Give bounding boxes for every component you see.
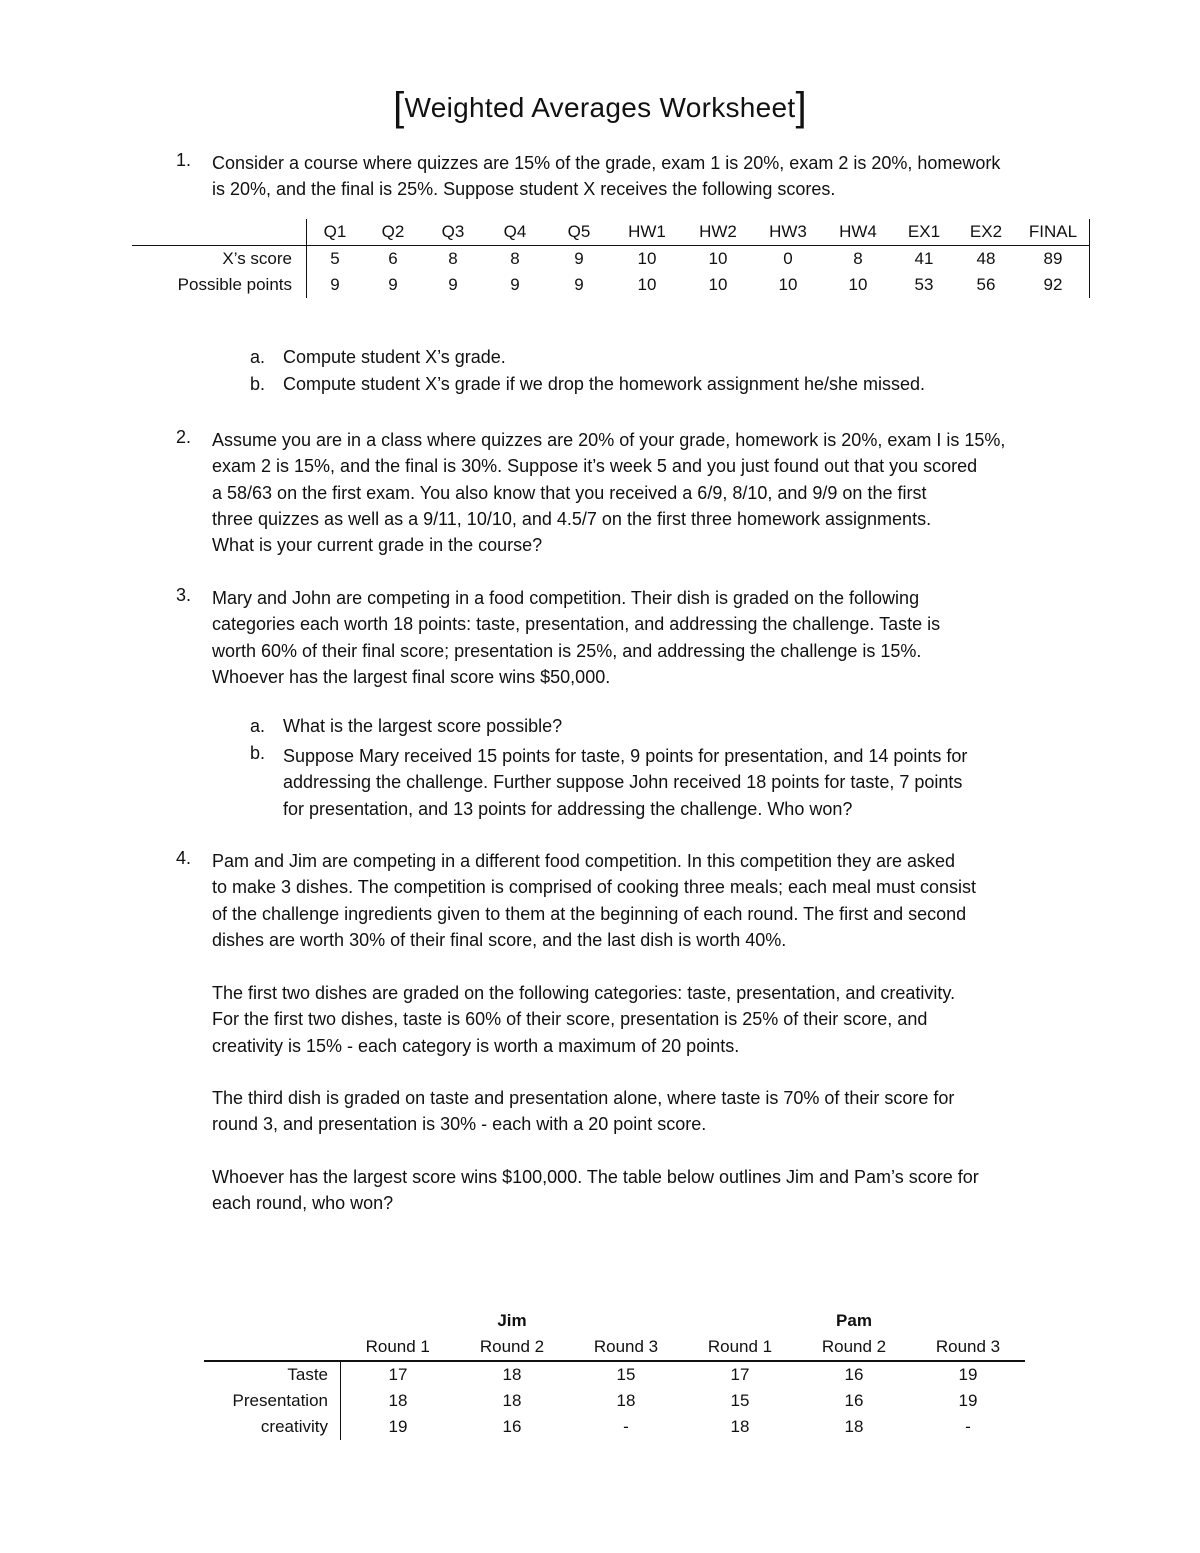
cell: 9 — [448, 275, 458, 294]
scores-table — [132, 219, 1090, 298]
q1a-text: Compute student X’s grade. — [283, 347, 506, 367]
cell: 6 — [388, 249, 398, 268]
cell: 8 — [448, 249, 458, 268]
cell: 16 — [844, 1365, 864, 1384]
cell: 0 — [783, 249, 793, 268]
cell: 10 — [637, 275, 657, 294]
q4-line: Whoever has the largest score wins $100,000. The table below outlines Jim and Pam’s score for — [212, 1167, 979, 1187]
round-header: Round 1 — [341, 1334, 456, 1361]
header-blank — [132, 219, 307, 246]
col-header: FINAL — [1017, 219, 1090, 246]
cell: - — [965, 1417, 971, 1436]
header-blank — [204, 1308, 341, 1334]
q4-line: Pam and Jim are competing in a different food competition. In this competition they are asked — [212, 851, 956, 871]
cell: 15 — [616, 1365, 636, 1384]
cell: 16 — [502, 1417, 522, 1436]
q4-line: each round, who won? — [212, 1193, 394, 1214]
cell: 17 — [341, 1361, 456, 1388]
col-header: HW1 — [611, 219, 683, 246]
cell: 18 — [844, 1417, 864, 1436]
cell: 89 — [1017, 246, 1090, 273]
competition-table — [204, 1308, 1025, 1440]
q2-text — [212, 427, 1005, 558]
col-header: EX1 — [893, 219, 955, 246]
q1a-label: a. — [250, 347, 266, 367]
group-header-row — [204, 1308, 1025, 1334]
q1b-text: Compute student X’s grade if we drop the homework assignment he/she missed. — [283, 374, 926, 394]
q4-line: of the challenge ingredients given to them at the beginning of each round. The first and second — [212, 903, 967, 924]
header-blank — [341, 1308, 456, 1334]
cell: 10 — [637, 249, 657, 268]
table-row — [204, 1361, 1025, 1388]
cell: 17 — [730, 1365, 750, 1384]
cell: 18 — [502, 1391, 522, 1410]
cell: 10 — [708, 249, 728, 268]
row-label: X’s score — [222, 249, 292, 268]
table-row — [204, 1414, 1025, 1440]
cell: 10 — [708, 275, 728, 294]
q2-line: exam 2 is 15%, and the final is 30%. Suppose it’s week 5 and you just found out that you scored — [212, 456, 978, 477]
q2-line: a 58/63 on the first exam. You also know that you received a 6/9, 8/10, and 9/9 on the first — [212, 482, 927, 503]
q3-line: worth 60% of their final score; presentation is 25%, and addressing the challenge is 15%. — [212, 640, 922, 661]
q4-line: dishes are worth 30% of their final score, and the last dish is worth 40%. — [212, 929, 787, 950]
cell: 18 — [502, 1365, 522, 1384]
cell: 9 — [574, 275, 584, 294]
group-header-pam: Pam — [836, 1311, 872, 1330]
col-header: HW4 — [823, 219, 893, 246]
col-header: Q4 — [483, 219, 547, 246]
q4-paragraph-1 — [212, 848, 976, 953]
q1b-label: b. — [250, 374, 266, 394]
q3b-text — [283, 743, 967, 822]
cell: 19 — [958, 1391, 978, 1410]
q4-line: The first two dishes are graded on the following categories: taste, presentation, and creativity. — [212, 983, 956, 1003]
cell: 18 — [341, 1388, 456, 1414]
cell: 10 — [848, 275, 868, 294]
col-header: HW2 — [683, 219, 753, 246]
col-header: HW3 — [753, 219, 823, 246]
q4-line: to make 3 dishes. The competition is comprised of cooking three meals; each meal must consist — [212, 877, 977, 898]
cell: 92 — [1017, 272, 1090, 298]
q4-line: For the first two dishes, taste is 60% of their score, presentation is 25% of their score, and — [212, 1009, 928, 1030]
cell: 18 — [730, 1417, 750, 1436]
cell: 56 — [976, 275, 996, 294]
q3b-line: Suppose Mary received 15 points for taste, 9 points for presentation, and 14 points for — [283, 746, 968, 766]
cell: 53 — [914, 275, 934, 294]
col-header: EX2 — [955, 219, 1017, 246]
cell: 8 — [510, 249, 520, 268]
cell: - — [623, 1417, 629, 1436]
cell: 18 — [616, 1391, 636, 1410]
cell: 9 — [307, 272, 364, 298]
col-header: Q2 — [363, 219, 423, 246]
q3-line: Mary and John are competing in a food competition. Their dish is graded on the following — [212, 588, 920, 608]
q3b-line: for presentation, and 13 points for addressing the challenge. Who won? — [283, 798, 853, 819]
q3a-text: What is the largest score possible? — [283, 716, 563, 736]
q4-paragraph-2 — [212, 980, 955, 1059]
cell: 16 — [844, 1391, 864, 1410]
header-blank — [204, 1334, 341, 1361]
q4-line: creativity is 15% - each category is worth a maximum of 20 points. — [212, 1035, 740, 1056]
round-header-row — [204, 1334, 1025, 1361]
q4-paragraph-3 — [212, 1085, 954, 1138]
col-header: Q5 — [547, 219, 611, 246]
round-header: Round 2 — [797, 1334, 911, 1361]
header-blank — [569, 1308, 683, 1334]
table-row — [204, 1388, 1025, 1414]
round-header: Round 3 — [911, 1334, 1025, 1361]
cell: 48 — [976, 249, 996, 268]
table-row — [132, 272, 1090, 298]
q4-line: The third dish is graded on taste and presentation alone, where taste is 70% of their score for — [212, 1088, 955, 1108]
col-header: Q1 — [307, 219, 364, 246]
q2-line: three quizzes as well as a 9/11, 10/10, and 4.5/7 on the first three homework assignments. — [212, 508, 932, 529]
q3-text — [212, 585, 940, 690]
round-header: Round 3 — [569, 1334, 683, 1361]
q4-number: 4. — [176, 848, 192, 868]
q1-line: is 20%, and the final is 25%. Suppose student X receives the following scores. — [212, 179, 836, 200]
page-title: [Weighted Averages Worksheet] — [393, 85, 807, 129]
cell: 8 — [853, 249, 863, 268]
q2-number: 2. — [176, 427, 192, 447]
round-header: Round 1 — [683, 1334, 797, 1361]
q3-line: categories each worth 18 points: taste, presentation, and addressing the challenge. Taste is — [212, 614, 941, 635]
cell: 15 — [730, 1391, 750, 1410]
cell: 5 — [307, 246, 364, 273]
scores-header-row — [132, 219, 1090, 246]
q3-line: Whoever has the largest final score wins $50,000. — [212, 666, 611, 687]
q1-text — [212, 150, 1000, 203]
cell: 9 — [574, 249, 584, 268]
cell: 10 — [778, 275, 798, 294]
q4-line: round 3, and presentation is 30% - each with a 20 point score. — [212, 1114, 707, 1135]
cell: 19 — [958, 1365, 978, 1384]
q3b-label: b. — [250, 743, 266, 763]
row-label: Possible points — [177, 275, 292, 294]
q1-line: Consider a course where quizzes are 15% of the grade, exam 1 is 20%, exam 2 is 20%, homework — [212, 153, 1001, 173]
row-label: creativity — [260, 1417, 328, 1436]
q2-line: What is your current grade in the course? — [212, 535, 543, 556]
q1-number: 1. — [176, 150, 192, 170]
q3a-label: a. — [250, 716, 266, 736]
cell: 9 — [388, 275, 398, 294]
col-header: Q3 — [423, 219, 483, 246]
group-header-jim: Jim — [497, 1311, 527, 1330]
header-blank — [911, 1308, 1025, 1334]
row-label: Taste — [287, 1365, 328, 1384]
row-label: Presentation — [232, 1391, 328, 1410]
q3b-line: addressing the challenge. Further suppose John received 18 points for taste, 7 points — [283, 772, 963, 793]
q3-number: 3. — [176, 585, 192, 605]
cell: 41 — [914, 249, 934, 268]
header-blank — [683, 1308, 797, 1334]
cell: 19 — [341, 1414, 456, 1440]
round-header: Round 2 — [455, 1334, 569, 1361]
cell: 9 — [510, 275, 520, 294]
table-row — [132, 246, 1090, 273]
q4-paragraph-4 — [212, 1164, 979, 1217]
q2-line: Assume you are in a class where quizzes are 20% of your grade, homework is 20%, exam I is 15%, — [212, 430, 1006, 450]
title-text: Weighted Averages Worksheet — [404, 92, 796, 123]
